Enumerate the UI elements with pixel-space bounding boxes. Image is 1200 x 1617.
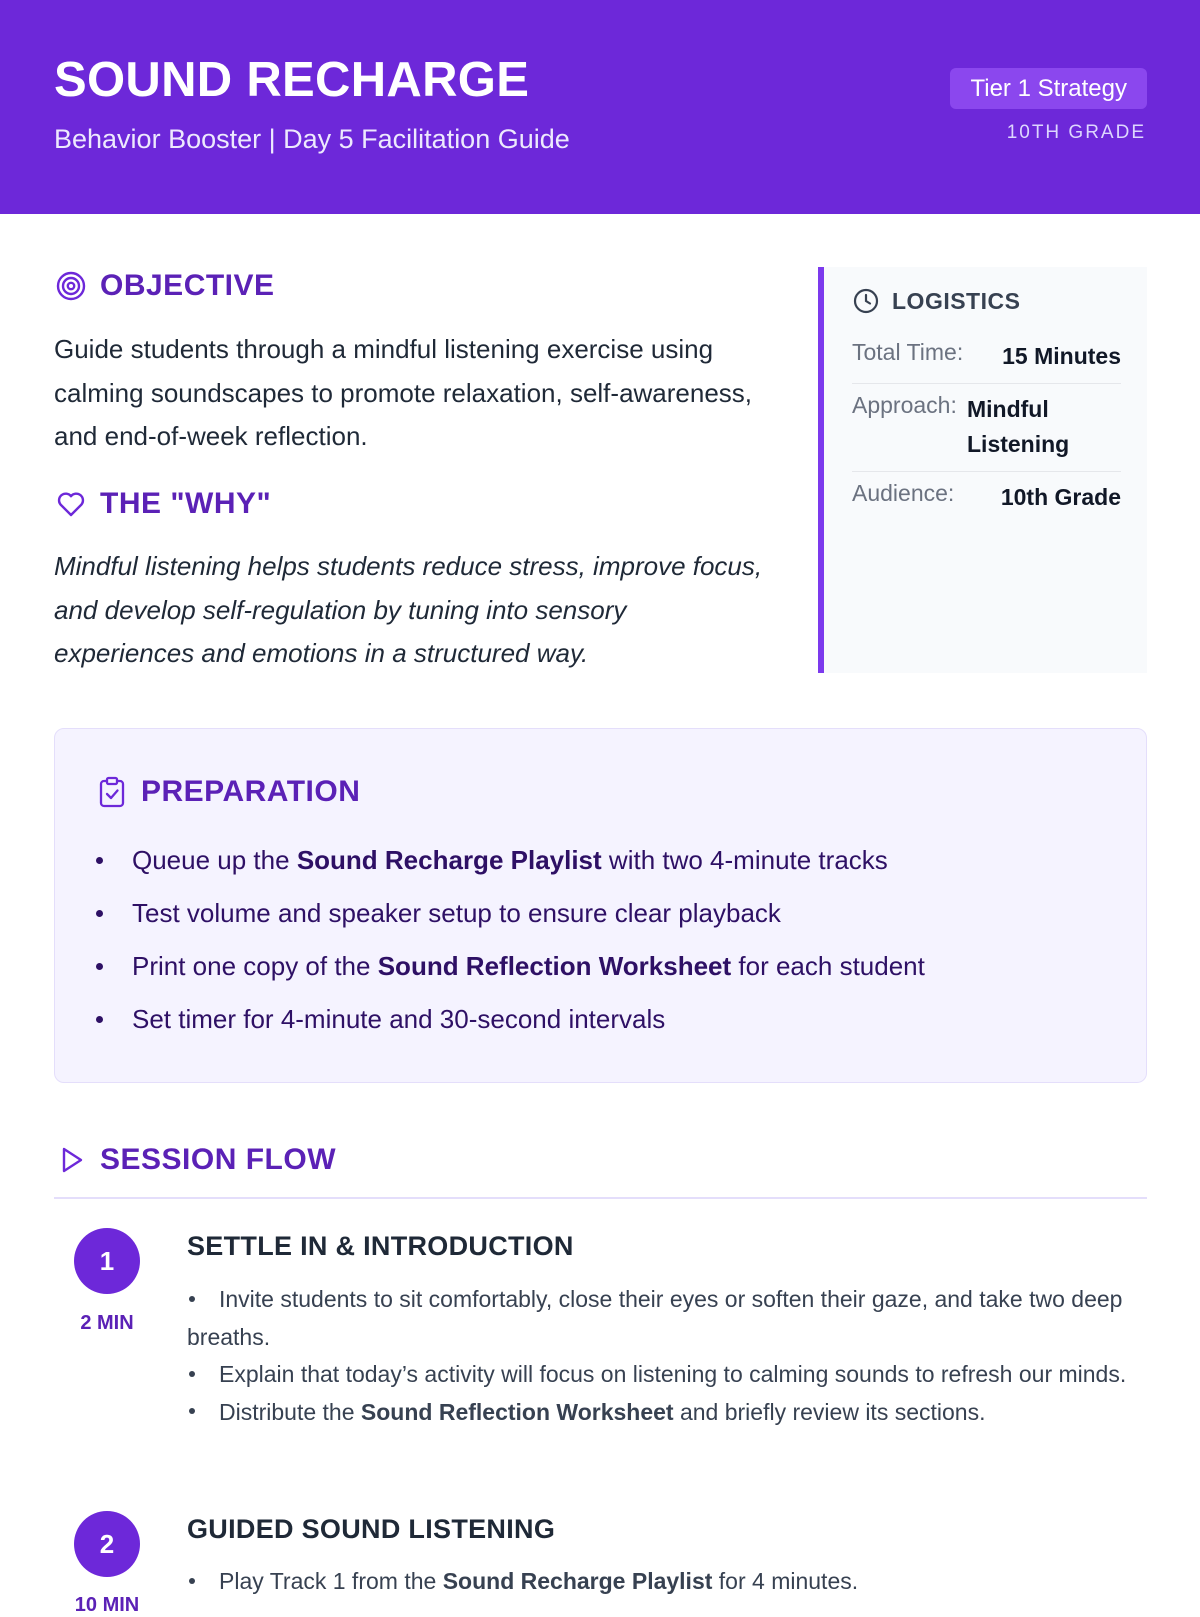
step-bullet-list — [187, 1281, 1147, 1431]
step-title: GUIDED SOUND LISTENING — [187, 1514, 556, 1544]
logistics-heading-label: LOGISTICS — [892, 287, 1021, 314]
list-item: Set timer for 4-minute and 30-second intervals — [92, 1003, 925, 1056]
logistics-value: 10th Grade — [1000, 484, 1121, 510]
page-title: SOUND RECHARGE — [54, 53, 530, 107]
step-number-badge: 1 — [74, 1228, 140, 1294]
objective-heading-label: OBJECTIVE — [100, 269, 275, 302]
step-number-badge: 2 — [74, 1511, 140, 1577]
tier-badge: Tier 1 Strategy — [950, 68, 1147, 109]
page-header — [0, 0, 1200, 214]
logistics-value: Mindful Listening — [967, 396, 1070, 457]
grade-label: 10TH GRADE — [1006, 122, 1146, 143]
logistics-row-time — [852, 331, 1121, 384]
page-subtitle: Behavior Booster | Day 5 Facilitation Guide — [54, 124, 570, 154]
session-flow-heading-label: SESSION FLOW — [100, 1143, 337, 1176]
list-item: Invite students to sit comfortably, close their eyes or soften their gaze, and take two deep breaths. — [187, 1286, 1123, 1350]
objective-heading — [54, 269, 275, 303]
step-title: SETTLE IN & INTRODUCTION — [187, 1231, 574, 1261]
logistics-value: 15 Minutes — [1002, 343, 1121, 369]
list-item: Test volume and speaker setup to ensure clear playback — [92, 897, 925, 950]
list-item: Queue up the Sound Recharge Playlist with two 4-minute tracks — [92, 844, 925, 897]
session-flow-heading — [54, 1143, 336, 1177]
step-duration: 10 MIN — [74, 1594, 140, 1616]
why-text: Mindful listening helps students reduce stress, improve focus, and develop self-regulation by tuning into sensory experiences and emotions in a structured way. — [54, 551, 763, 668]
logistics-label: Total Time: — [852, 339, 964, 365]
why-heading-label: THE "WHY" — [100, 487, 272, 520]
clipboard-check-icon — [95, 775, 129, 809]
logistics-label: Audience: — [852, 480, 955, 506]
preparation-heading — [95, 775, 360, 809]
target-icon — [54, 269, 88, 303]
objective-text: Guide students through a mindful listening exercise using calming soundscapes to promote relaxation, self-awareness, and end-of-week reflection. — [54, 334, 753, 451]
list-item: Print one copy of the Sound Reflection Worksheet for each student — [92, 950, 925, 1003]
list-item: Explain that today’s activity will focus on listening to calming sounds to refresh our minds. — [187, 1356, 1147, 1394]
list-item: Play Track 1 from the Sound Recharge Playlist for 4 minutes. — [187, 1563, 1147, 1601]
preparation-heading-label: PREPARATION — [141, 775, 361, 808]
logistics-row-approach — [852, 384, 1121, 472]
why-heading — [54, 487, 271, 521]
logistics-label: Approach: — [852, 392, 957, 418]
logistics-panel — [818, 267, 1147, 673]
play-icon — [54, 1143, 88, 1177]
clock-icon — [852, 287, 880, 315]
list-item: Distribute the Sound Reflection Worksheet and briefly review its sections. — [187, 1394, 1147, 1432]
step-duration: 2 MIN — [80, 1312, 134, 1334]
step-bullet-list — [187, 1563, 1147, 1601]
section-divider — [54, 1197, 1147, 1199]
heart-icon — [54, 487, 88, 521]
logistics-heading — [852, 287, 1121, 315]
logistics-row-audience — [852, 472, 1121, 524]
preparation-list — [92, 844, 925, 1056]
